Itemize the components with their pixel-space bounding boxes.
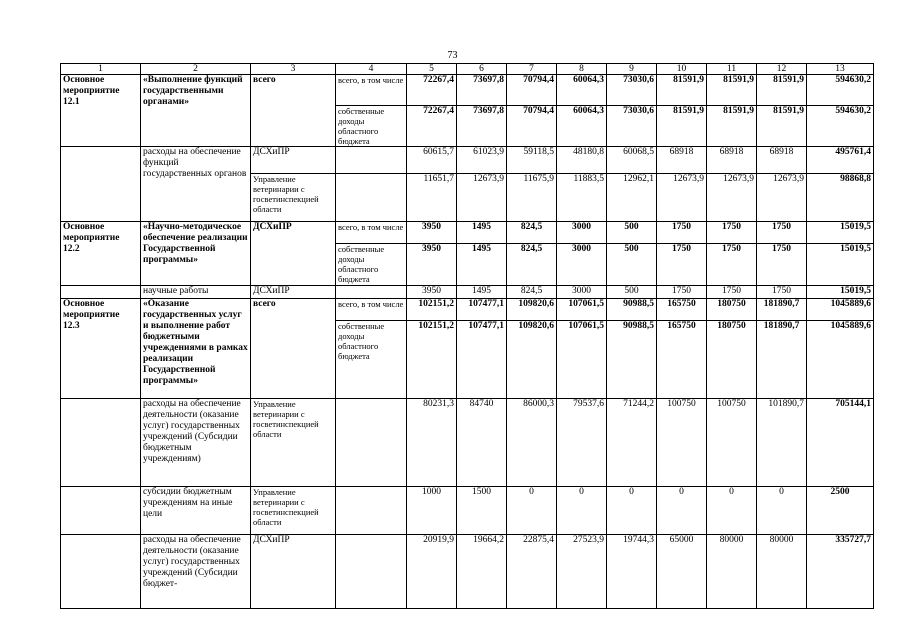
value-cell: 61023,9	[457, 147, 507, 174]
total-cell: 495761,4	[807, 147, 874, 174]
header-cell: 9	[607, 64, 657, 75]
value-cell: 60068,5	[607, 147, 657, 174]
table-row	[61, 299, 874, 321]
value-cell: 72267,4	[407, 75, 457, 106]
value-cell: 1495	[457, 222, 507, 244]
value-cell: 181890,7	[757, 299, 807, 321]
header-cell: 13	[807, 64, 874, 75]
value-cell: 1750	[707, 244, 757, 286]
empty-cell	[61, 535, 141, 609]
header-cell: 1	[61, 64, 141, 75]
value-cell: 107477,1	[457, 299, 507, 321]
value-cell: 11883,5	[557, 174, 607, 222]
table-row	[61, 487, 874, 535]
executor: Управление ветеринарии с госветинспекцией области	[251, 174, 336, 222]
value-cell: 86000,3	[507, 399, 557, 487]
budget-table	[60, 63, 874, 609]
value-cell: 81591,9	[757, 75, 807, 106]
value-cell: 180750	[707, 321, 757, 399]
activity-code: Основное мероприятие 12.2	[61, 222, 141, 286]
table-row	[61, 75, 874, 106]
value-cell: 102151,2	[407, 299, 457, 321]
executor: Управление ветеринарии с госветинспекцией области	[251, 487, 336, 535]
value-cell: 101890,7	[757, 399, 807, 487]
activity-code: Основное мероприятие 12.3	[61, 299, 141, 399]
empty-cell	[61, 399, 141, 487]
empty-cell	[336, 174, 407, 222]
header-cell: 2	[141, 64, 251, 75]
header-cell: 6	[457, 64, 507, 75]
value-cell: 165750	[657, 299, 707, 321]
header-cell: 5	[407, 64, 457, 75]
table-row	[61, 222, 874, 244]
executor: ДСХиПР	[251, 535, 336, 609]
value-cell: 60615,7	[407, 147, 457, 174]
executor: Управление ветеринарии с госветинспекцией области	[251, 399, 336, 487]
value-cell: 180750	[707, 299, 757, 321]
value-cell: 824,5	[507, 244, 557, 286]
funding-source: собственные доходы областного бюджета	[336, 106, 407, 147]
total-cell: 15019,5	[807, 286, 874, 299]
value-cell: 79537,6	[557, 399, 607, 487]
value-cell: 100750	[707, 399, 757, 487]
executor: всего	[251, 75, 336, 147]
value-cell: 0	[707, 487, 757, 535]
activity-title: «Выполнение функций государственными органами»	[141, 75, 251, 147]
empty-cell	[61, 286, 141, 299]
value-cell: 500	[607, 222, 657, 244]
value-cell: 12673,9	[707, 174, 757, 222]
value-cell: 90988,5	[607, 321, 657, 399]
value-cell: 70794,4	[507, 75, 557, 106]
value-cell: 3000	[557, 286, 607, 299]
value-cell: 3000	[557, 244, 607, 286]
empty-cell	[61, 147, 141, 222]
header-cell: 7	[507, 64, 557, 75]
value-cell: 1750	[657, 244, 707, 286]
executor: ДСХиПР	[251, 147, 336, 174]
table-row	[61, 535, 874, 609]
value-cell: 12673,9	[757, 174, 807, 222]
value-cell: 102151,2	[407, 321, 457, 399]
value-cell: 19664,2	[457, 535, 507, 609]
expense-name: научные работы	[141, 286, 251, 299]
value-cell: 500	[607, 244, 657, 286]
value-cell: 1750	[657, 286, 707, 299]
empty-cell	[336, 286, 407, 299]
value-cell: 73030,6	[607, 106, 657, 147]
total-cell: 594630,2	[807, 75, 874, 106]
value-cell: 3000	[557, 222, 607, 244]
table-row	[61, 286, 874, 299]
value-cell: 3950	[407, 244, 457, 286]
value-cell: 0	[507, 487, 557, 535]
header-cell: 3	[251, 64, 336, 75]
value-cell: 11675,9	[507, 174, 557, 222]
value-cell: 90988,5	[607, 299, 657, 321]
value-cell: 60064,3	[557, 106, 607, 147]
value-cell: 12673,9	[457, 174, 507, 222]
value-cell: 65000	[657, 535, 707, 609]
expense-name: субсидии бюджетным учреждениям на иные цели	[141, 487, 251, 535]
funding-source: собственные доходы областного бюджета	[336, 321, 407, 399]
value-cell: 80000	[707, 535, 757, 609]
value-cell: 100750	[657, 399, 707, 487]
value-cell: 80231,3	[407, 399, 457, 487]
funding-source: всего, в том числе	[336, 222, 407, 244]
total-cell: 705144,1	[807, 399, 874, 487]
value-cell: 0	[757, 487, 807, 535]
value-cell: 1750	[707, 222, 757, 244]
value-cell: 73697,8	[457, 75, 507, 106]
header-row	[61, 64, 874, 75]
value-cell: 59118,5	[507, 147, 557, 174]
value-cell: 68918	[707, 147, 757, 174]
page-number: 73	[447, 50, 458, 61]
value-cell: 73030,6	[607, 75, 657, 106]
value-cell: 72267,4	[407, 106, 457, 147]
empty-cell	[61, 487, 141, 535]
empty-cell	[336, 535, 407, 609]
value-cell: 1750	[757, 244, 807, 286]
value-cell: 1495	[457, 286, 507, 299]
value-cell: 81591,9	[707, 106, 757, 147]
value-cell: 1750	[657, 222, 707, 244]
value-cell: 19744,3	[607, 535, 657, 609]
value-cell: 84740	[457, 399, 507, 487]
value-cell: 3950	[407, 222, 457, 244]
total-cell: 15019,5	[807, 222, 874, 244]
total-cell: 98868,8	[807, 174, 874, 222]
expense-name: расходы на обеспечение функций государственных органов	[141, 147, 251, 222]
value-cell: 20919,9	[407, 535, 457, 609]
value-cell: 107061,5	[557, 321, 607, 399]
value-cell: 107477,1	[457, 321, 507, 399]
activity-code: Основное мероприятие 12.1	[61, 75, 141, 147]
value-cell: 73697,8	[457, 106, 507, 147]
total-cell: 335727,7	[807, 535, 874, 609]
value-cell: 1750	[757, 286, 807, 299]
value-cell: 1750	[757, 222, 807, 244]
value-cell: 68918	[757, 147, 807, 174]
table-row	[61, 399, 874, 487]
value-cell: 81591,9	[657, 75, 707, 106]
value-cell: 1750	[707, 286, 757, 299]
value-cell: 165750	[657, 321, 707, 399]
header-cell: 8	[557, 64, 607, 75]
value-cell: 68918	[657, 147, 707, 174]
activity-title: «Научно-методическое обеспечение реализации Государственной программы»	[141, 222, 251, 286]
value-cell: 60064,3	[557, 75, 607, 106]
total-cell: 1045889,6	[807, 299, 874, 321]
value-cell: 0	[657, 487, 707, 535]
value-cell: 824,5	[507, 286, 557, 299]
header-cell: 12	[757, 64, 807, 75]
value-cell: 71244,2	[607, 399, 657, 487]
empty-cell	[336, 399, 407, 487]
value-cell: 1500	[457, 487, 507, 535]
value-cell: 1495	[457, 244, 507, 286]
total-cell: 15019,5	[807, 244, 874, 286]
executor: ДСХиПР	[251, 286, 336, 299]
total-cell: 1045889,6	[807, 321, 874, 399]
funding-source: собственные доходы областного бюджета	[336, 244, 407, 286]
value-cell: 109820,6	[507, 321, 557, 399]
value-cell: 500	[607, 286, 657, 299]
empty-cell	[336, 487, 407, 535]
value-cell: 1000	[407, 487, 457, 535]
value-cell: 27523,9	[557, 535, 607, 609]
executor: ДСХиПР	[251, 222, 336, 286]
funding-source: всего, в том числе	[336, 299, 407, 321]
table-row	[61, 147, 874, 174]
total-cell: 594630,2	[807, 106, 874, 147]
executor: всего	[251, 299, 336, 399]
header-cell: 11	[707, 64, 757, 75]
value-cell: 107061,5	[557, 299, 607, 321]
expense-name: расходы на обеспечение деятельности (оказание услуг) государственных учреждений (Субсидии бюджетным учреждениям)	[141, 399, 251, 487]
value-cell: 81591,9	[707, 75, 757, 106]
value-cell: 48180,8	[557, 147, 607, 174]
value-cell: 109820,6	[507, 299, 557, 321]
value-cell: 824,5	[507, 222, 557, 244]
value-cell: 12673,9	[657, 174, 707, 222]
value-cell: 3950	[407, 286, 457, 299]
value-cell: 0	[557, 487, 607, 535]
header-cell: 4	[336, 64, 407, 75]
value-cell: 22875,4	[507, 535, 557, 609]
value-cell: 81591,9	[757, 106, 807, 147]
value-cell: 80000	[757, 535, 807, 609]
value-cell: 81591,9	[657, 106, 707, 147]
empty-cell	[336, 147, 407, 174]
value-cell: 12962,1	[607, 174, 657, 222]
total-cell: 2500	[807, 487, 874, 535]
activity-title: «Оказание государственных услуг и выполнение работ бюджетными учреждениями в рамках реализации Государственной программы»	[141, 299, 251, 399]
value-cell: 11651,7	[407, 174, 457, 222]
expense-name: расходы на обеспечение деятельности (оказание услуг) государственных учреждений (Субсидии бюджет-	[141, 535, 251, 609]
header-cell: 10	[657, 64, 707, 75]
funding-source: всего, в том числе	[336, 75, 407, 106]
value-cell: 70794,4	[507, 106, 557, 147]
value-cell: 181890,7	[757, 321, 807, 399]
value-cell: 0	[607, 487, 657, 535]
